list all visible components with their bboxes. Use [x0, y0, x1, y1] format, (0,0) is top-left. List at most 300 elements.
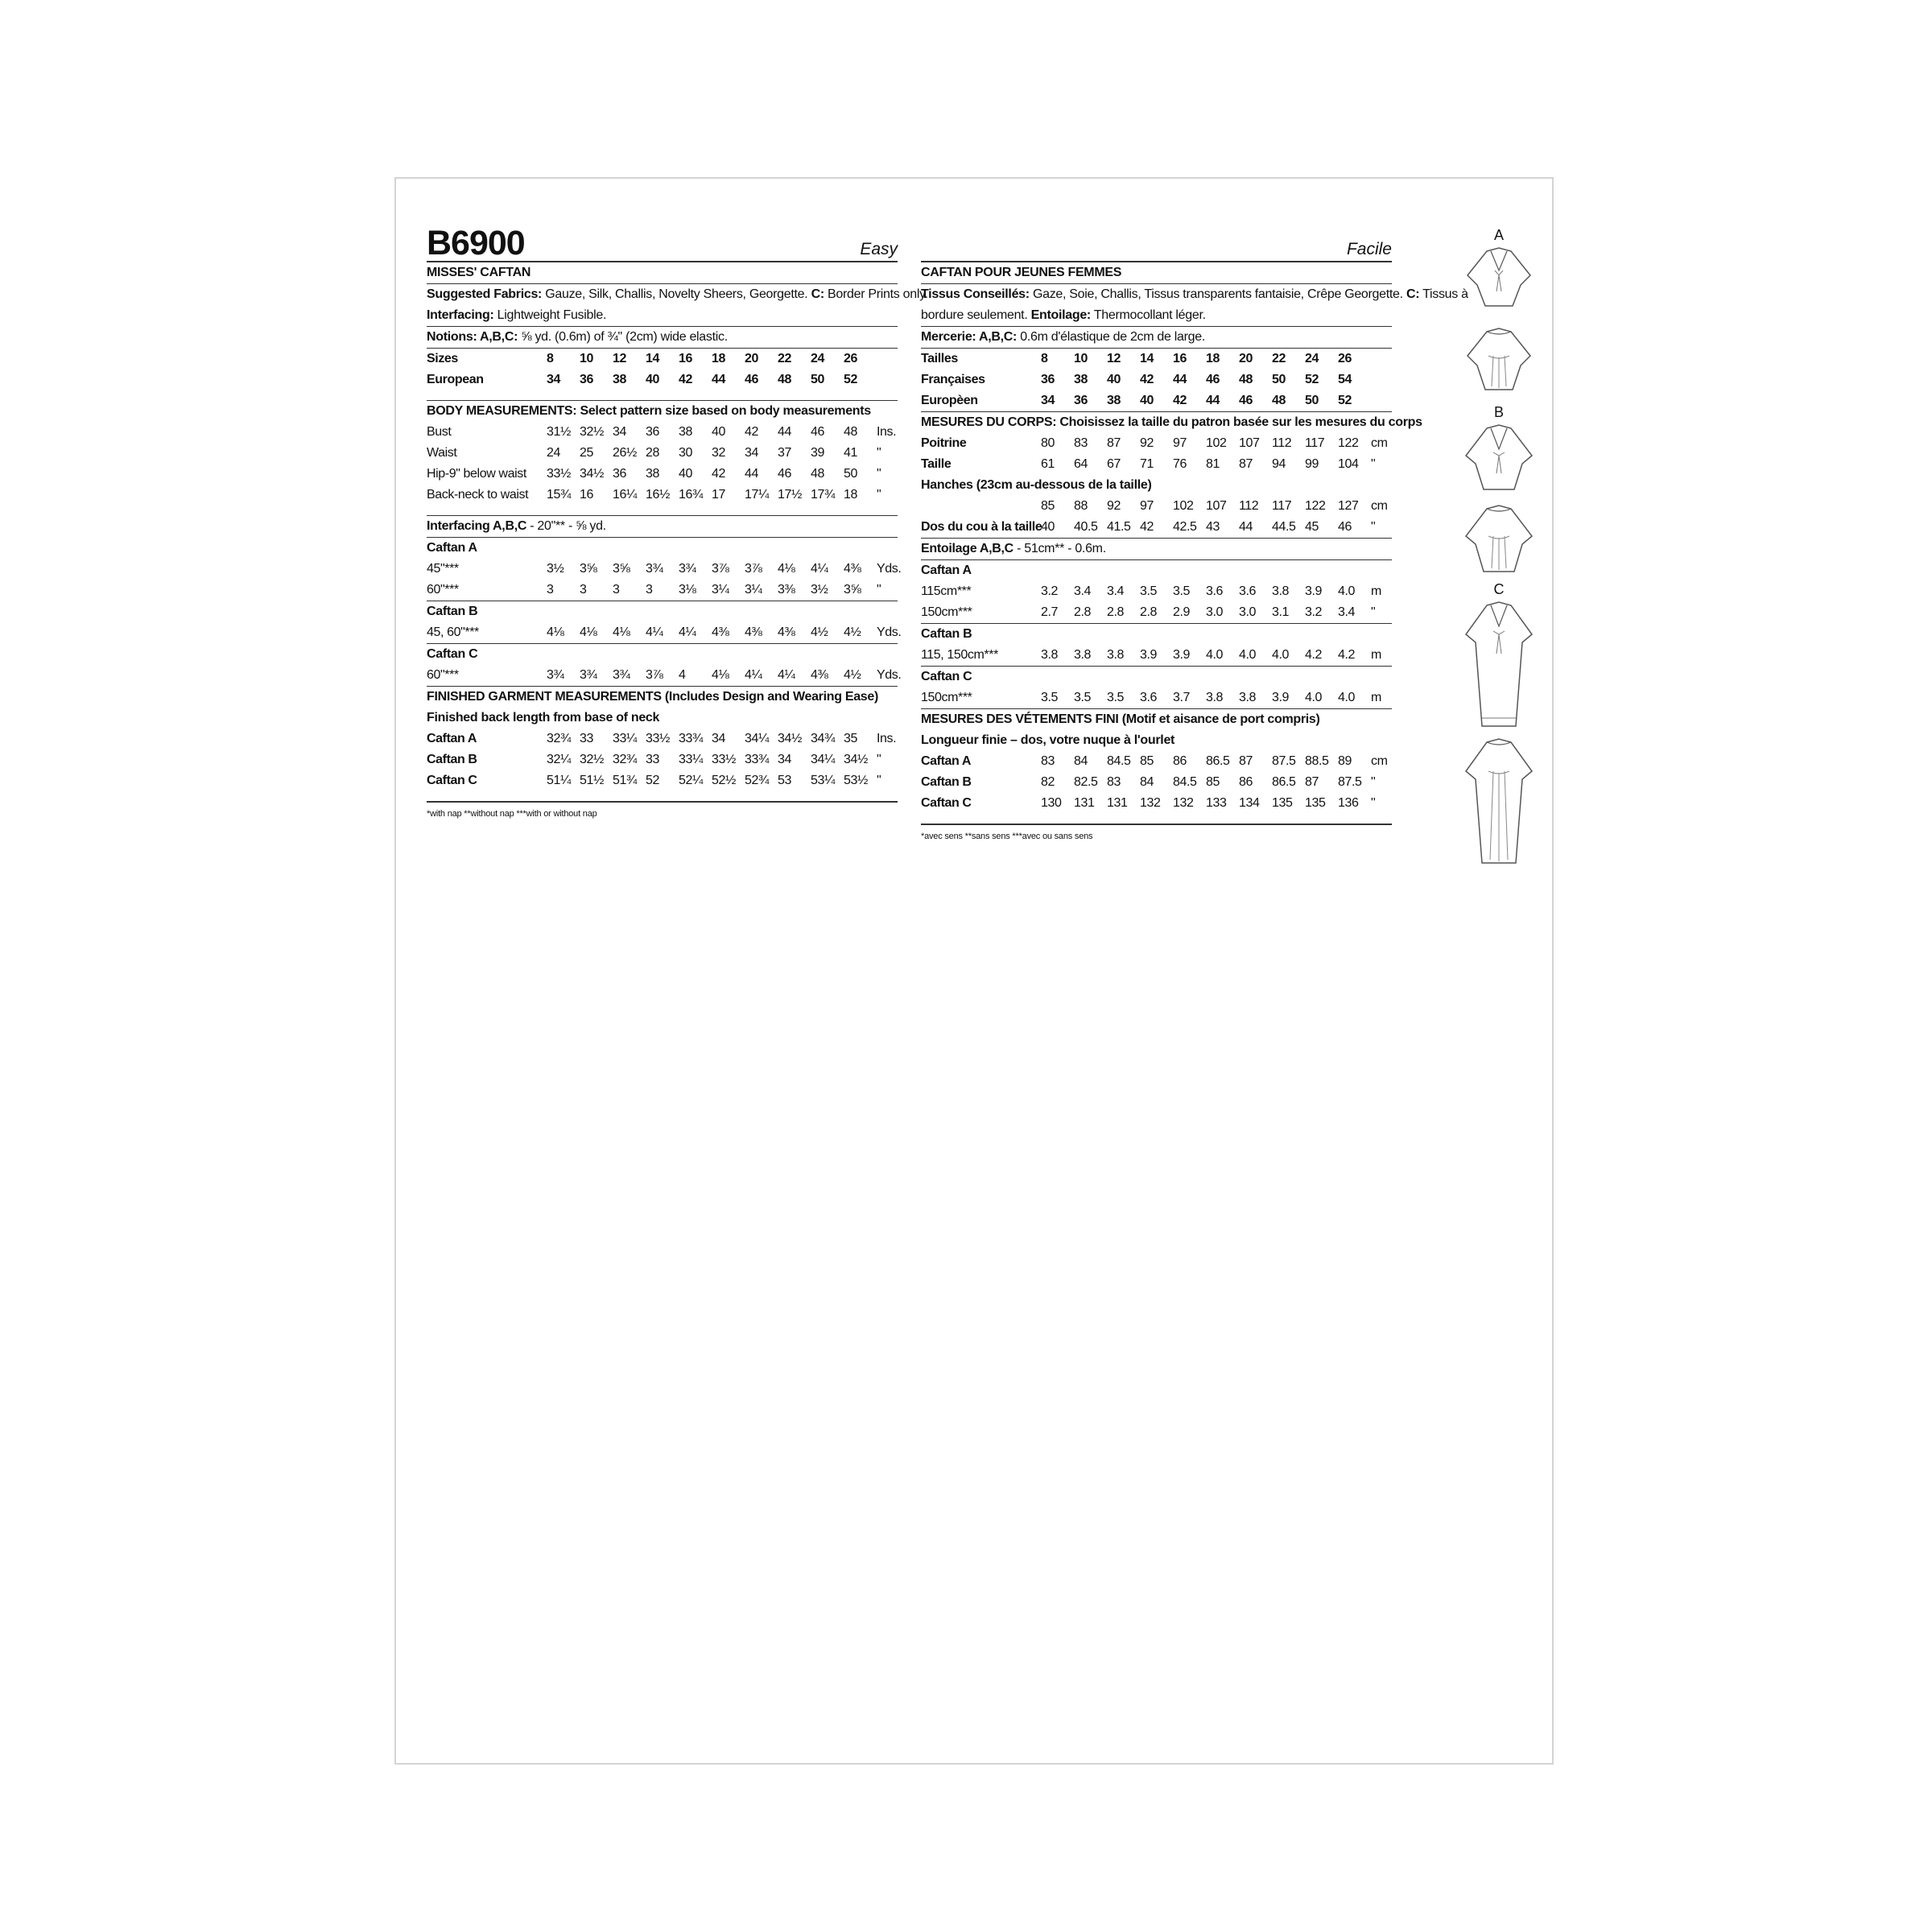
table-row: [921, 369, 1392, 390]
row-label: 45"***: [427, 562, 459, 576]
table-cell: 64: [1074, 457, 1088, 471]
table-cell: 87: [1305, 775, 1319, 789]
table-cell: 85: [1206, 775, 1220, 789]
table-cell: 83: [1041, 754, 1055, 768]
table-cell: 3.6: [1239, 584, 1257, 598]
table-cell: 44: [1173, 373, 1187, 386]
table-cell: 131: [1107, 796, 1128, 810]
table-cell: 18: [712, 352, 725, 365]
caftan-a-heading: Caftan A: [427, 541, 477, 555]
row-label: European: [427, 373, 484, 386]
table-cell: 2.8: [1140, 605, 1158, 619]
row-label: Sizes: [427, 352, 458, 365]
notions-line-fr: [921, 327, 1392, 349]
table-cell: 84.5: [1107, 754, 1131, 768]
table-cell: 4⅛: [712, 668, 729, 682]
row-label: Waist: [427, 446, 457, 460]
table-cell: 30: [679, 446, 692, 460]
caftan-b-heading-fr: Caftan B: [921, 627, 972, 641]
table-cell: 131: [1074, 796, 1095, 810]
table-cell: 40: [1107, 373, 1121, 386]
unit-cell: [877, 349, 898, 369]
table-cell: 52¼: [679, 774, 703, 787]
table-cell: 18: [1206, 352, 1220, 365]
table-cell: 89: [1338, 754, 1352, 768]
table-row: [921, 645, 1392, 666]
hip-table-fr: [921, 496, 1392, 517]
table-cell: 3¾: [580, 668, 597, 682]
table-cell: 82.5: [1074, 775, 1098, 789]
row-label: Caftan A: [427, 732, 477, 745]
unit-cell: ": [877, 774, 881, 787]
table-cell: 38: [613, 373, 626, 386]
table-cell: 53¼: [811, 774, 835, 787]
interfacing-heading-text-fr: - 51cm** - 0.6m.: [1013, 542, 1106, 555]
caftan-b-back-sketch: [1463, 501, 1535, 581]
caftan-b-heading: Caftan B: [427, 605, 478, 618]
fabrics-label: Suggested Fabrics:: [427, 287, 543, 301]
table-cell: 8: [547, 352, 554, 365]
table-cell: 102: [1206, 436, 1227, 450]
table-cell: 3⅝: [844, 583, 861, 597]
notions-line: [427, 327, 898, 349]
table-cell: 87.5: [1272, 754, 1296, 768]
sizes-table-fr: [921, 349, 1392, 411]
table-cell: 3.6: [1206, 584, 1224, 598]
table-cell: 3.5: [1041, 691, 1059, 704]
table-cell: 4½: [811, 625, 828, 639]
table-row: [921, 793, 1392, 814]
header-row: [427, 222, 898, 262]
table-cell: 67: [1107, 457, 1121, 471]
table-cell: 3.5: [1107, 691, 1125, 704]
table-cell: 16¼: [613, 488, 637, 502]
table-cell: 15¾: [547, 488, 571, 502]
table-row: [921, 390, 1392, 411]
row-label: Caftan C: [921, 796, 972, 810]
footnote: *with nap **without nap ***with or without nap: [427, 809, 597, 819]
hip-label-fr: Hanches (23cm au-dessous de la taille): [921, 478, 1152, 492]
table-cell: 34: [712, 732, 725, 745]
fabrics-text: Gauze, Silk, Challis, Novelty Sheers, Georgette.: [542, 287, 811, 301]
table-cell: 33½: [646, 732, 670, 745]
table-cell: 3½: [811, 583, 828, 597]
table-cell: 99: [1305, 457, 1319, 471]
unit-cell: [877, 369, 898, 390]
table-cell: 26½: [613, 446, 637, 460]
table-cell: 2.9: [1173, 605, 1191, 619]
table-cell: 36: [613, 467, 626, 481]
table-cell: 4.0: [1338, 584, 1356, 598]
notions-label-fr: Mercerie: A,B,C:: [921, 330, 1018, 344]
table-row: [427, 665, 898, 686]
table-cell: 4¼: [646, 625, 663, 639]
table-cell: 3.8: [1074, 648, 1092, 662]
table-cell: 12: [1107, 352, 1121, 365]
table-cell: 42: [745, 425, 758, 439]
sizes-table: [427, 349, 898, 390]
table-row: [427, 559, 898, 580]
caftan-b-yardage-table-fr: [921, 645, 1392, 666]
table-cell: 51½: [580, 774, 604, 787]
table-row: [427, 749, 898, 770]
row-label: 45, 60"***: [427, 625, 479, 639]
table-cell: 8: [1041, 352, 1048, 365]
fabrics-c-label: C:: [811, 287, 824, 301]
table-cell: 76: [1173, 457, 1187, 471]
table-cell: 3: [547, 583, 554, 597]
table-cell: 33½: [712, 753, 736, 766]
table-cell: 12: [613, 352, 626, 365]
fabrics-interfacing-fr: [921, 305, 1392, 327]
table-cell: 3.5: [1074, 691, 1092, 704]
table-cell: 4⅛: [613, 625, 630, 639]
table-cell: 35: [844, 732, 857, 745]
table-cell: 4½: [844, 668, 861, 682]
unit-cell: m: [1371, 691, 1381, 704]
table-cell: 17¾: [811, 488, 835, 502]
table-row: [427, 464, 898, 485]
table-cell: 46: [745, 373, 758, 386]
unit-cell: Yds.: [877, 562, 902, 576]
body-section: [427, 422, 898, 516]
sizes-section: [427, 349, 898, 401]
table-cell: 52: [646, 774, 659, 787]
row-label: Françaises: [921, 373, 985, 386]
interfacing-text: Lightweight Fusible.: [493, 308, 607, 322]
table-cell: 34¼: [745, 732, 769, 745]
table-cell: 32¼: [547, 753, 571, 766]
caftan-c-yardage-table: [427, 665, 902, 686]
finished-section: [427, 729, 898, 803]
table-cell: 32¾: [613, 753, 637, 766]
fabrics-c-text-fr: Tissus à: [1419, 287, 1468, 301]
unit-cell: [1371, 390, 1392, 411]
table-cell: 10: [1074, 352, 1088, 365]
interfacing-heading-label: Interfacing A,B,C: [427, 519, 527, 533]
table-cell: 33¼: [679, 753, 703, 766]
table-cell: 44: [712, 373, 725, 386]
table-cell: 14: [646, 352, 659, 365]
table-cell: 3.2: [1041, 584, 1059, 598]
table-cell: 45: [1305, 520, 1319, 534]
table-cell: 92: [1107, 499, 1121, 513]
row-label: 150cm***: [921, 605, 972, 619]
table-cell: 48: [844, 425, 857, 439]
table-cell: 4.0: [1305, 691, 1323, 704]
table-cell: 24: [811, 352, 824, 365]
table-cell: 86: [1173, 754, 1187, 768]
table-cell: 86.5: [1206, 754, 1230, 768]
table-cell: 3.9: [1173, 648, 1191, 662]
table-cell: 4⅜: [844, 562, 861, 576]
table-cell: 92: [1140, 436, 1154, 450]
back-neck-table-fr: [921, 517, 1392, 538]
row-label: [921, 496, 1041, 517]
footnote-fr: *avec sens **sans sens ***avec ou sans sens: [921, 832, 1093, 841]
table-row: [427, 443, 898, 464]
body-measurements-table: [427, 422, 898, 506]
table-cell: 81: [1206, 457, 1220, 471]
table-cell: 16: [679, 352, 692, 365]
table-row: [921, 602, 1392, 623]
row-label: Taille: [921, 457, 952, 471]
table-cell: 36: [646, 425, 659, 439]
table-cell: 136: [1338, 796, 1359, 810]
table-cell: 122: [1305, 499, 1326, 513]
table-cell: 85: [1041, 499, 1055, 513]
table-cell: 52: [1338, 394, 1352, 407]
table-row: [427, 580, 898, 601]
table-cell: 48: [778, 373, 791, 386]
unit-cell: ": [877, 488, 881, 502]
table-cell: 34: [745, 446, 758, 460]
table-cell: 3.8: [1107, 648, 1125, 662]
table-cell: 3.8: [1272, 584, 1290, 598]
table-cell: 4.2: [1338, 648, 1356, 662]
table-cell: 40: [646, 373, 659, 386]
table-cell: 3⅜: [778, 583, 795, 597]
table-row: [921, 687, 1392, 708]
view-sketches: [1455, 227, 1543, 871]
table-cell: 51¼: [547, 774, 571, 787]
table-cell: 46: [1338, 520, 1352, 534]
table-cell: 32½: [580, 425, 604, 439]
table-cell: 34: [778, 753, 791, 766]
table-cell: 3¾: [613, 668, 630, 682]
table-cell: 112: [1239, 499, 1259, 513]
pattern-code: B6900: [427, 224, 525, 262]
table-cell: 83: [1074, 436, 1088, 450]
caftan-b-section: [427, 622, 902, 644]
table-cell: 4.0: [1206, 648, 1224, 662]
table-cell: 34: [1041, 394, 1055, 407]
table-cell: 3.9: [1305, 584, 1323, 598]
unit-cell: Yds.: [877, 625, 902, 639]
table-cell: 87: [1239, 457, 1253, 471]
table-cell: 3.4: [1338, 605, 1356, 619]
table-cell: 85: [1140, 754, 1154, 768]
english-column: [427, 222, 928, 819]
row-label: Hip-9" below waist: [427, 467, 526, 481]
table-cell: 4.0: [1272, 648, 1290, 662]
unit-cell: ": [877, 446, 881, 460]
table-cell: 20: [1239, 352, 1253, 365]
table-cell: 38: [1107, 394, 1121, 407]
table-cell: 4⅜: [778, 625, 795, 639]
table-row: [427, 422, 898, 443]
table-cell: 16: [1173, 352, 1187, 365]
table-cell: 3.1: [1272, 605, 1290, 619]
french-column: [921, 222, 1468, 841]
unit-cell: ": [1371, 796, 1376, 810]
view-c-label: C: [1493, 581, 1505, 597]
table-cell: 17¼: [745, 488, 769, 502]
unit-cell: Yds.: [877, 668, 902, 682]
interfacing-heading-text: - 20"** - ⅝ yd.: [526, 519, 606, 533]
table-row: [427, 770, 898, 791]
table-cell: 34¼: [811, 753, 835, 766]
table-cell: 33: [580, 732, 593, 745]
row-label: Dos du cou à la taille: [921, 520, 1042, 534]
interfacing-yardage-heading-fr: [921, 539, 1392, 560]
fabrics-text-fr: Gaze, Soie, Challis, Tissus transparents fantaisie, Crêpe Georgette.: [1029, 287, 1406, 301]
caftan-b-front-sketch: [1463, 420, 1535, 501]
unit-cell: cm: [1371, 499, 1388, 513]
table-cell: 3½: [547, 562, 564, 576]
row-label: Caftan B: [427, 753, 477, 766]
table-cell: 84.5: [1173, 775, 1197, 789]
table-cell: 4.2: [1305, 648, 1323, 662]
interfacing-text-fr: Thermocollant léger.: [1090, 308, 1206, 322]
table-cell: 107: [1239, 436, 1260, 450]
table-cell: 133: [1206, 796, 1227, 810]
table-cell: 41: [844, 446, 857, 460]
table-cell: 3.6: [1140, 691, 1158, 704]
table-cell: 3.4: [1074, 584, 1092, 598]
table-cell: 117: [1272, 499, 1292, 513]
header-row-fr: [921, 222, 1392, 262]
unit-cell: ": [1371, 605, 1376, 619]
table-cell: 34¾: [811, 732, 835, 745]
table-cell: 17½: [778, 488, 802, 502]
table-row: [921, 581, 1392, 602]
unit-cell: ": [877, 753, 881, 766]
table-row: [921, 751, 1392, 772]
table-cell: 22: [1272, 352, 1286, 365]
table-cell: 36: [580, 373, 593, 386]
table-cell: 104: [1338, 457, 1359, 471]
table-cell: 4⅜: [745, 625, 762, 639]
table-cell: 2.8: [1107, 605, 1125, 619]
finished-measurements-heading-fr: MESURES DES VÉTEMENTS FINI (Motif et aisance de port compris): [921, 712, 1320, 726]
table-cell: 17: [712, 488, 725, 502]
table-cell: 3.8: [1239, 691, 1257, 704]
table-cell: 32: [712, 446, 725, 460]
table-cell: 4¼: [745, 668, 762, 682]
table-cell: 87.5: [1338, 775, 1362, 789]
table-cell: 46: [1206, 373, 1220, 386]
table-cell: 42: [1140, 373, 1154, 386]
table-cell: 33¾: [679, 732, 703, 745]
table-cell: 3¾: [679, 562, 696, 576]
unit-cell: Ins.: [877, 732, 897, 745]
notions-text-fr: 0.6m d'élastique de 2cm de large.: [1017, 330, 1205, 344]
table-cell: 53: [778, 774, 791, 787]
table-cell: 42.5: [1173, 520, 1197, 534]
interfacing-label: Interfacing:: [427, 308, 494, 322]
table-cell: 40: [1041, 520, 1055, 534]
table-cell: 135: [1272, 796, 1293, 810]
row-label: Caftan A: [921, 754, 971, 768]
table-cell: 3⅝: [580, 562, 597, 576]
table-cell: 132: [1173, 796, 1194, 810]
notions-label: Notions: A,B,C:: [427, 330, 518, 344]
table-row: [921, 349, 1392, 369]
table-cell: 34: [547, 373, 560, 386]
table-cell: 4⅜: [811, 668, 828, 682]
table-cell: 16¾: [679, 488, 703, 502]
table-cell: 3¾: [646, 562, 663, 576]
table-cell: 87: [1107, 436, 1121, 450]
table-cell: 48: [1272, 394, 1286, 407]
table-cell: 102: [1173, 499, 1194, 513]
table-cell: 28: [646, 446, 659, 460]
unit-cell: Ins.: [877, 425, 897, 439]
suggested-fabrics-fr: [921, 284, 1468, 305]
unit-cell: ": [1371, 520, 1376, 534]
table-cell: 112: [1272, 436, 1292, 450]
table-cell: 50: [1305, 394, 1319, 407]
table-cell: 107: [1206, 499, 1227, 513]
table-cell: 24: [547, 446, 560, 460]
table-cell: 50: [844, 467, 857, 481]
table-cell: 3: [580, 583, 587, 597]
unit-cell: [1371, 349, 1392, 369]
table-cell: 82: [1041, 775, 1055, 789]
table-cell: 46: [811, 425, 824, 439]
fabrics-c-label-fr: C:: [1406, 287, 1420, 301]
row-label: 60"***: [427, 668, 459, 682]
table-cell: 3⅞: [712, 562, 729, 576]
table-cell: 3.2: [1305, 605, 1323, 619]
unit-cell: cm: [1371, 436, 1388, 450]
table-cell: 25: [580, 446, 593, 460]
caftan-c-yardage-table-fr: [921, 687, 1392, 708]
table-cell: 34½: [580, 467, 604, 481]
table-cell: 4⅜: [712, 625, 729, 639]
table-cell: 3.7: [1173, 691, 1191, 704]
caftan-a-section: [427, 559, 902, 601]
table-cell: 34½: [778, 732, 802, 745]
table-cell: 44.5: [1272, 520, 1296, 534]
table-cell: 44: [778, 425, 791, 439]
row-label: Tailles: [921, 352, 958, 365]
table-cell: 130: [1041, 796, 1062, 810]
table-cell: 4: [679, 668, 686, 682]
table-cell: 94: [1272, 457, 1286, 471]
table-cell: 36: [1074, 394, 1088, 407]
body-measurements-heading-fr: MESURES DU CORPS: Choisissez la taille du patron basée sur les mesures du corps: [921, 415, 1422, 429]
table-cell: 86: [1239, 775, 1253, 789]
table-cell: 86.5: [1272, 775, 1296, 789]
interfacing-label-fr: Entoilage:: [1030, 308, 1091, 322]
table-cell: 44: [1206, 394, 1220, 407]
view-b-label: B: [1493, 404, 1504, 420]
caftan-a-front-sketch: [1463, 243, 1535, 324]
table-cell: 3: [613, 583, 620, 597]
row-label: 60"***: [427, 583, 459, 597]
interfacing-line: [427, 305, 898, 327]
row-label: Caftan B: [921, 775, 972, 789]
table-cell: 16½: [646, 488, 670, 502]
table-cell: 97: [1140, 499, 1154, 513]
table-cell: 2.7: [1041, 605, 1059, 619]
table-cell: 3.5: [1173, 584, 1191, 598]
table-cell: 44: [1239, 520, 1253, 534]
table-cell: 38: [679, 425, 692, 439]
row-label: Poitrine: [921, 436, 967, 450]
table-cell: 51¾: [613, 774, 637, 787]
finished-subheading-fr: Longueur finie – dos, votre nuque à l'ourlet: [921, 733, 1175, 747]
row-label: 150cm***: [921, 691, 972, 704]
body-measurements-heading: BODY MEASUREMENTS: Select pattern size based on body measurements: [427, 404, 871, 418]
table-cell: 3.0: [1206, 605, 1224, 619]
caftan-c-heading: Caftan C: [427, 647, 478, 661]
table-cell: 4⅛: [580, 625, 597, 639]
table-cell: 34: [613, 425, 626, 439]
table-cell: 83: [1107, 775, 1121, 789]
